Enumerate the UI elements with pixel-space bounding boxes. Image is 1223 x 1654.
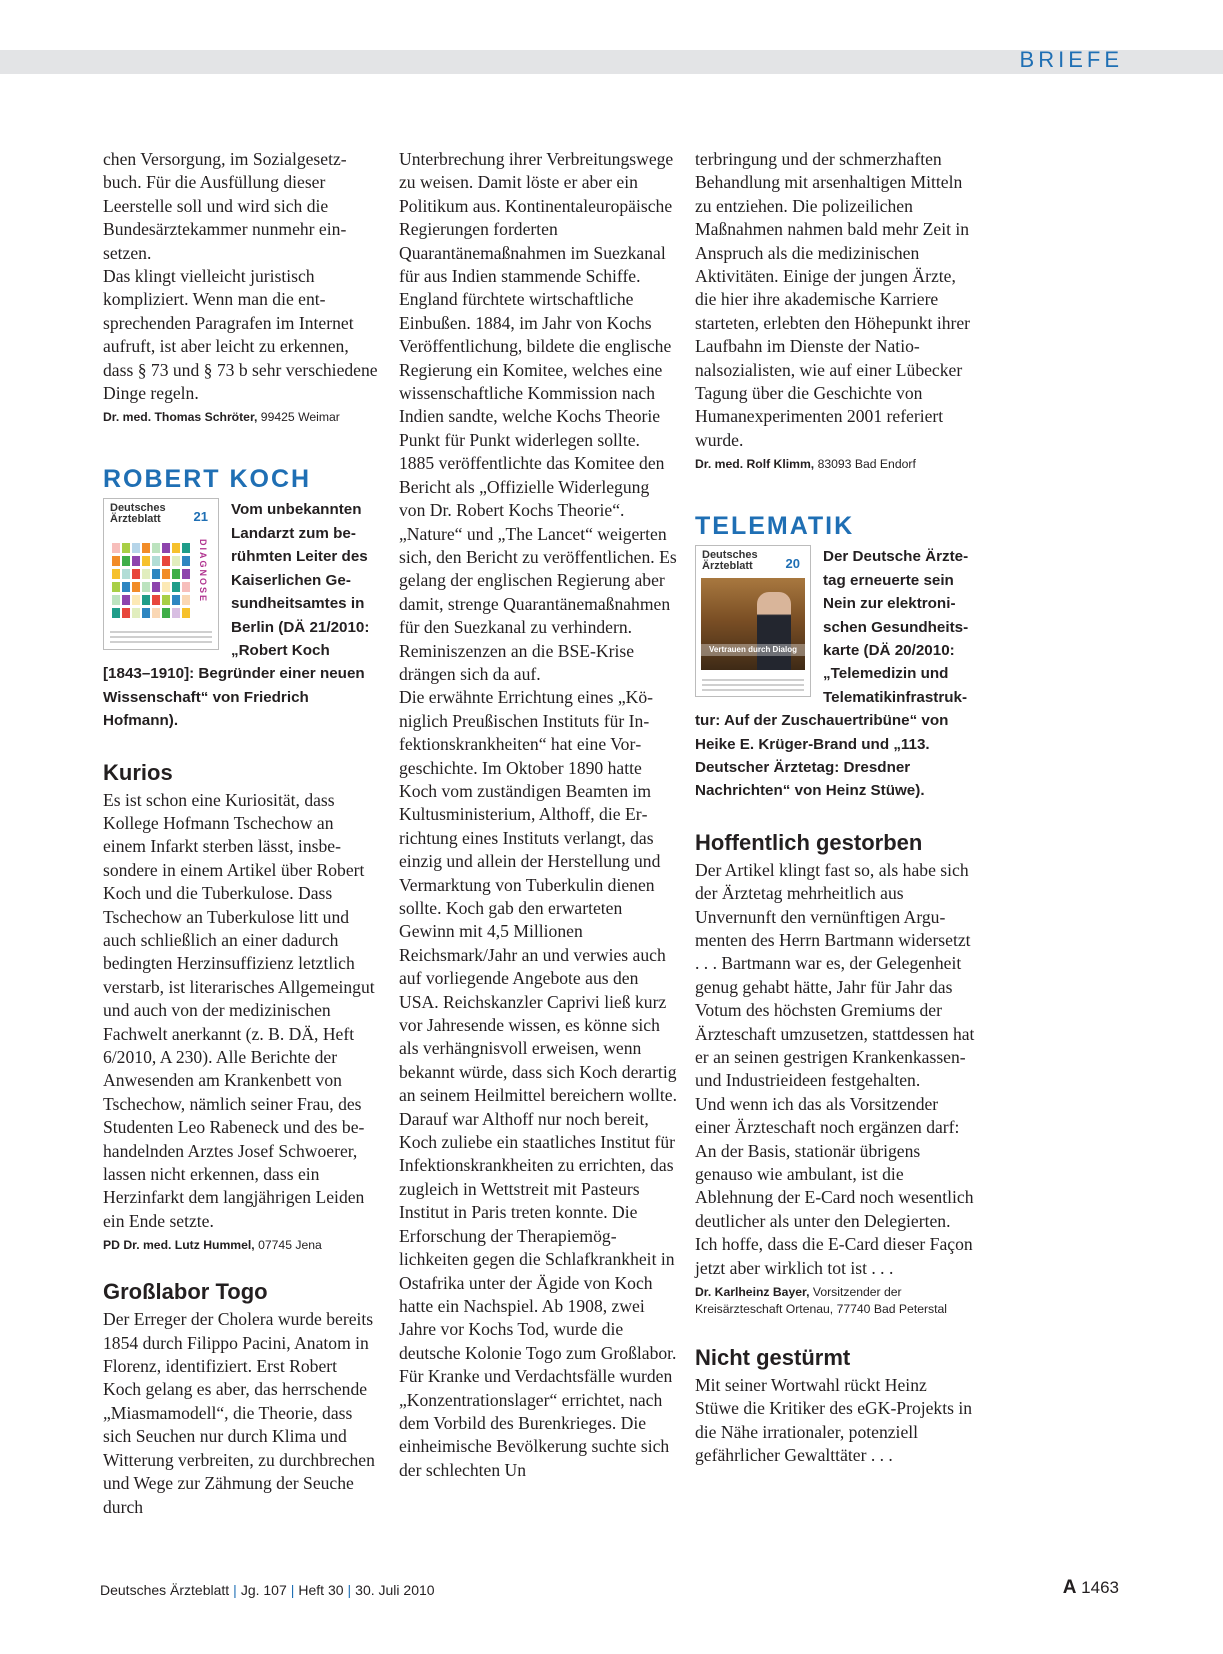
date: 30. Juli 2010 — [355, 1582, 435, 1598]
reference-text: Vom unbekannten Landarzt zum berühmten Leiter des Kaiserlichen Gesundheitsamtes in Berlin (DÄ 21/2010: „Robert Koch [1843–1910]: Begründer einer neuen Wissenschaft“ von Friedrich Hofmann). — [103, 501, 370, 730]
cover-grid-swatch — [182, 608, 190, 618]
paragraph: Der Erreger der Cholera wurde bereits 1854 durch Filippo Pacini, Anatom in Florenz, identifiziert. Erst Robert Koch gelang es aber, das herrschende „Miasmamodell“, die Theorie, dass sich Seuchen nur durch Klima und Witterung verbreiten, zu durchbrechen und Wege zur Zähmung der Seuche durch — [103, 1309, 375, 1517]
author-name: PD Dr. med. Lutz Hummel, — [103, 1238, 255, 1253]
cover-color-grid — [112, 543, 192, 623]
cover-grid-swatch — [142, 543, 150, 553]
paragraph: Die erwähnte Errichtung eines „Königlich Preußischen Instituts für Infektionskrankheiten“ hat eine Vorgeschichte. Im Oktober 1890 hatte Koch vom zuständigen Beamten im Kultusministerium, Althoff, die Errichtung eines Instituts verlangt, das einzig und allein der Herstellung und Vermarktung von Tuberkulin dienen sollte. Koch gab den erwarteten Gewinn mit 4,5 Millionen Reichsmark/Jahr an und verwies auch auf vorliegende Angebote aus den USA. Reichskanzler Caprivi ließ kurz vor Jahresende wissen, es könne sich als verhängnisvoll erweisen, wenn bekannt würde, dass sich Koch derartig an seinem Heilmittel bereichern wollte. Darauf war Althoff nur noch bereit, Koch zuliebe ein staatliches Institut für Infektionskrankheiten zu errichten, das zugleich in Wettstreit mit Pasteurs Institut in Paris treten konnte. Die Erforschung der Therapiemöglichkeiten gegen die Schlafkrankheit in Ostafrika unter der Ägide von Koch hatte ein Nachspiel. Ab 1908, zwei Jahre vor Kochs Tod, wurde die deutsche Kolonie Togo zum Großlabor. Für Kranke und Verdachtsfälle wurden „Konzentrationslager“ errichtet, nach dem Vorbild des Burenkrieges. Die einheimische Bevölkerung suchte sich der schlechten Un — [399, 687, 677, 1480]
cover-grid-swatch — [142, 569, 150, 579]
cover-issue-number: 21 — [193, 509, 208, 525]
paragraph: Der Artikel klingt fast so, als habe sich der Ärztetag mehrheitlich aus Unvernunft den vernünftigen Argumenten des Herrn Bartmann widersetzt . . . Bartmann war es, der Gelegenheit genug gehabt hätte, Jahr für Jahr das Votum des höchsten Gremiums der Ärzteschaft umzusetzen, stattdessen hat er an seinen gestrigen Krankenkassen- und Industrieideen festgehalten. — [695, 859, 975, 1091]
reference-block — [695, 545, 975, 802]
journal-name: Deutsches Ärzteblatt — [100, 1582, 230, 1598]
cover-grid-swatch — [112, 569, 120, 579]
cover-grid-swatch — [162, 582, 170, 592]
cover-masthead: Deutsches Ärzteblatt — [110, 502, 166, 526]
cover-grid-swatch — [162, 595, 170, 605]
reference-text: Der Deutsche Ärztetag erneuerte sein Nein zur elektronischen Gesundheitskarte (DÄ 20/2010: „Telemedizin und Telematikinfrastruktur: Auf der Zuschauertribüne“ von Heike E. Krüger-Brand und „113. Deutscher Ärztetag: Dresdner Nachrichten“ von Heinz Stüwe). — [695, 548, 969, 800]
cover-grid-swatch — [152, 582, 160, 592]
letter-heading: Kurios — [103, 759, 173, 785]
cover-grid-swatch — [122, 582, 130, 592]
topic-heading: TELEMATIK — [695, 512, 855, 541]
cover-grid-swatch — [122, 556, 130, 566]
cover-grid-swatch — [112, 595, 120, 605]
cover-grid-swatch — [132, 569, 140, 579]
cover-photo — [701, 578, 805, 670]
cover-grid-swatch — [182, 595, 190, 605]
cover-grid-swatch — [112, 543, 120, 553]
letter-heading: Großlabor Togo — [103, 1279, 268, 1305]
cover-grid-swatch — [172, 582, 180, 592]
cover-grid-swatch — [132, 556, 140, 566]
cover-grid-swatch — [152, 608, 160, 618]
cover-grid-swatch — [132, 543, 140, 553]
column-1 — [103, 148, 378, 1519]
cover-grid-swatch — [132, 595, 140, 605]
volume: Jg. 107 — [240, 1582, 287, 1598]
cover-grid-swatch — [162, 569, 170, 579]
cover-grid-swatch — [182, 582, 190, 592]
page-prefix: A — [1062, 1577, 1077, 1598]
cover-issue-number: 20 — [785, 556, 800, 572]
cover-grid-swatch — [172, 543, 180, 553]
cover-grid-swatch — [142, 582, 150, 592]
cover-grid-swatch — [132, 582, 140, 592]
cover-grid-swatch — [112, 582, 120, 592]
topic-heading: ROBERT KOCH — [103, 465, 312, 494]
cover-grid-swatch — [182, 569, 190, 579]
cover-grid-swatch — [122, 543, 130, 553]
cover-grid-swatch — [152, 543, 160, 553]
page-number-value: 1463 — [1081, 1578, 1119, 1597]
reference-block — [103, 498, 378, 732]
page-number — [1063, 1577, 1119, 1599]
paragraph: Mit seiner Wortwahl rückt Heinz Stüwe die Kritiker des eGK-Projekts in die Nähe irrationaler, potenziell gefährlicher Gewalttäter . . . — [695, 1375, 973, 1466]
cover-grid-swatch — [182, 556, 190, 566]
column-3 — [695, 148, 975, 1468]
section-label: BRIEFE — [1019, 47, 1123, 72]
author-place: 83093 Bad Endorf — [814, 457, 916, 472]
author-place: 99425 Weimar — [257, 410, 340, 425]
paragraph: terbringung und der schmerzhaften Behandlung mit arsenhaltigen Mitteln zu entziehen. Die polizeilichen Maßnahmen nahmen bald mehr Zeit in Anspruch als die medizinischen Aktivitäten. Einige der jungen Ärzte, die hier ihre akademische Karriere starteten, erlebten den Höhepunkt ihrer Laufbahn im Dienste der Nationalsozialisten, wie auf einer Lübecker Tagung über die Geschichte von Humanexperimenten 2001 referiert wurde. — [695, 149, 971, 450]
cover-grid-swatch — [152, 556, 160, 566]
cover-grid-swatch — [142, 608, 150, 618]
issue: Heft 30 — [298, 1582, 344, 1598]
cover-photo-caption: Vertrauen durch Dialog — [701, 644, 805, 656]
cover-grid-swatch — [142, 556, 150, 566]
column-2 — [399, 148, 679, 1482]
letter-heading: Nicht gestürmt — [695, 1345, 851, 1371]
cover-side-title: DIAGNOSE — [198, 539, 208, 604]
letter-signature — [103, 1237, 378, 1254]
paragraph: Unterbrechung ihrer Verbreitungswege zu weisen. Damit löste er aber ein Politikum aus. Kontinentaleuropäische Regierungen forderten Quarantänemaßnahmen im Suezkanal für aus Indien stammende Schiffe. England fürchtete wirtschaftliche Einbußen. 1884, im Jahr von Kochs Veröffentlichung, bildete die englische Regierung ein Komitee, welches eine wissenschaftliche Kommission nach Indien sandte, welche Kochs Theorie Punkt für Punkt widerlegen sollte. 1885 veröffentlichte das Komitee den Bericht als „Offizielle Widerlegung von Dr. Robert Kochs Theorie“. „Nature“ und „The Lancet“ weigerten sich, den Bericht zu veröffentlichen. Es gelang der englischen Regierung aber damit, strenge Quarantänemaßnahmen für den Suezkanal zu verhindern. Reminiszenzen an die BSE-Krise drängen sich da auf. — [399, 149, 677, 684]
magazine-cover-thumbnail — [695, 545, 811, 697]
cover-grid-swatch — [122, 595, 130, 605]
cover-grid-swatch — [152, 595, 160, 605]
cover-grid-swatch — [172, 608, 180, 618]
cover-grid-swatch — [152, 569, 160, 579]
letter-signature — [695, 456, 975, 473]
cover-photo-speaker — [757, 592, 791, 670]
paragraph: Es ist schon eine Kuriosität, dass Kollege Hofmann Tschechow an einem Infarkt sterben lässt, insbesondere in einem Artikel über Robert Koch und die Tuberkulose. Dass Tschechow an Tuberkulose litt und auch schließlich an einer dadurch bedingten Herzinsuffizienz letztlich verstarb, ist literarisches Allgemeingut und auch von der medizinischen Fachwelt anerkannt (z. B. DÄ, Heft 6/2010, A 230). Alle Berichte der Anwesenden am Krankenbett von Tschechow, nämlich seiner Frau, des Studenten Leo Rabeneck und des behandelnden Arztes Josef Schwoerer, lassen nicht erkennen, dass ein Herzinfarkt dem langjährigen Leiden ein Ende setzte. — [103, 789, 375, 1231]
cover-text-lines — [110, 628, 212, 643]
cover-grid-swatch — [172, 569, 180, 579]
paragraph: Das klingt vielleicht juristisch kompliziert. Wenn man die entsprechenden Paragrafen im Internet aufruft, ist aber leicht zu erkennen, dass § 73 und § 73 b sehr verschiedene Dinge regeln. — [103, 266, 378, 404]
cover-grid-swatch — [172, 595, 180, 605]
cover-grid-swatch — [122, 569, 130, 579]
author-name: Dr. Karlheinz Bayer, — [695, 1285, 810, 1300]
cover-grid-swatch — [142, 595, 150, 605]
paragraph: chen Versorgung, im Sozialgesetzbuch. Für die Ausfüllung dieser Leerstelle soll und wird sich die Bundesärztekammer nunmehr einsetzen. — [103, 149, 347, 263]
cover-grid-swatch — [162, 608, 170, 618]
cover-grid-swatch — [182, 543, 190, 553]
author-place: Vorsitzender der Kreisärzteschaft Ortenau, 77740 Bad Peterstal — [695, 1285, 948, 1317]
cover-text-lines — [702, 676, 804, 691]
cover-grid-swatch — [122, 608, 130, 618]
cover-masthead: Deutsches Ärzteblatt — [702, 549, 758, 573]
cover-grid-swatch — [162, 556, 170, 566]
letter-heading: Hoffentlich gestorben — [695, 829, 923, 855]
author-place: 07745 Jena — [254, 1238, 322, 1253]
magazine-cover-thumbnail — [103, 498, 219, 650]
author-name: Dr. med. Rolf Klimm, — [695, 457, 815, 472]
cover-grid-swatch — [162, 543, 170, 553]
cover-grid-swatch — [132, 608, 140, 618]
author-name: Dr. med. Thomas Schröter, — [103, 410, 258, 425]
cover-grid-swatch — [112, 608, 120, 618]
footer-citation: Deutsches Ärzteblatt | Jg. 107 | Heft 30 | 30. Juli 2010 — [100, 1582, 435, 1598]
cover-grid-swatch — [112, 556, 120, 566]
paragraph: Und wenn ich das als Vorsitzender einer Ärzteschaft noch ergänzen darf: An der Basis, stationär übrigens genauso wie ambulant, ist die Ablehnung der E-Card noch wesentlich deutlicher als unter den Delegierten. Ich hoffe, dass die E-Card dieser Façon jetzt aber wirklich tot ist . . . — [695, 1093, 974, 1278]
letter-signature — [695, 1284, 975, 1318]
cover-grid-swatch — [172, 556, 180, 566]
letter-signature — [103, 409, 378, 426]
